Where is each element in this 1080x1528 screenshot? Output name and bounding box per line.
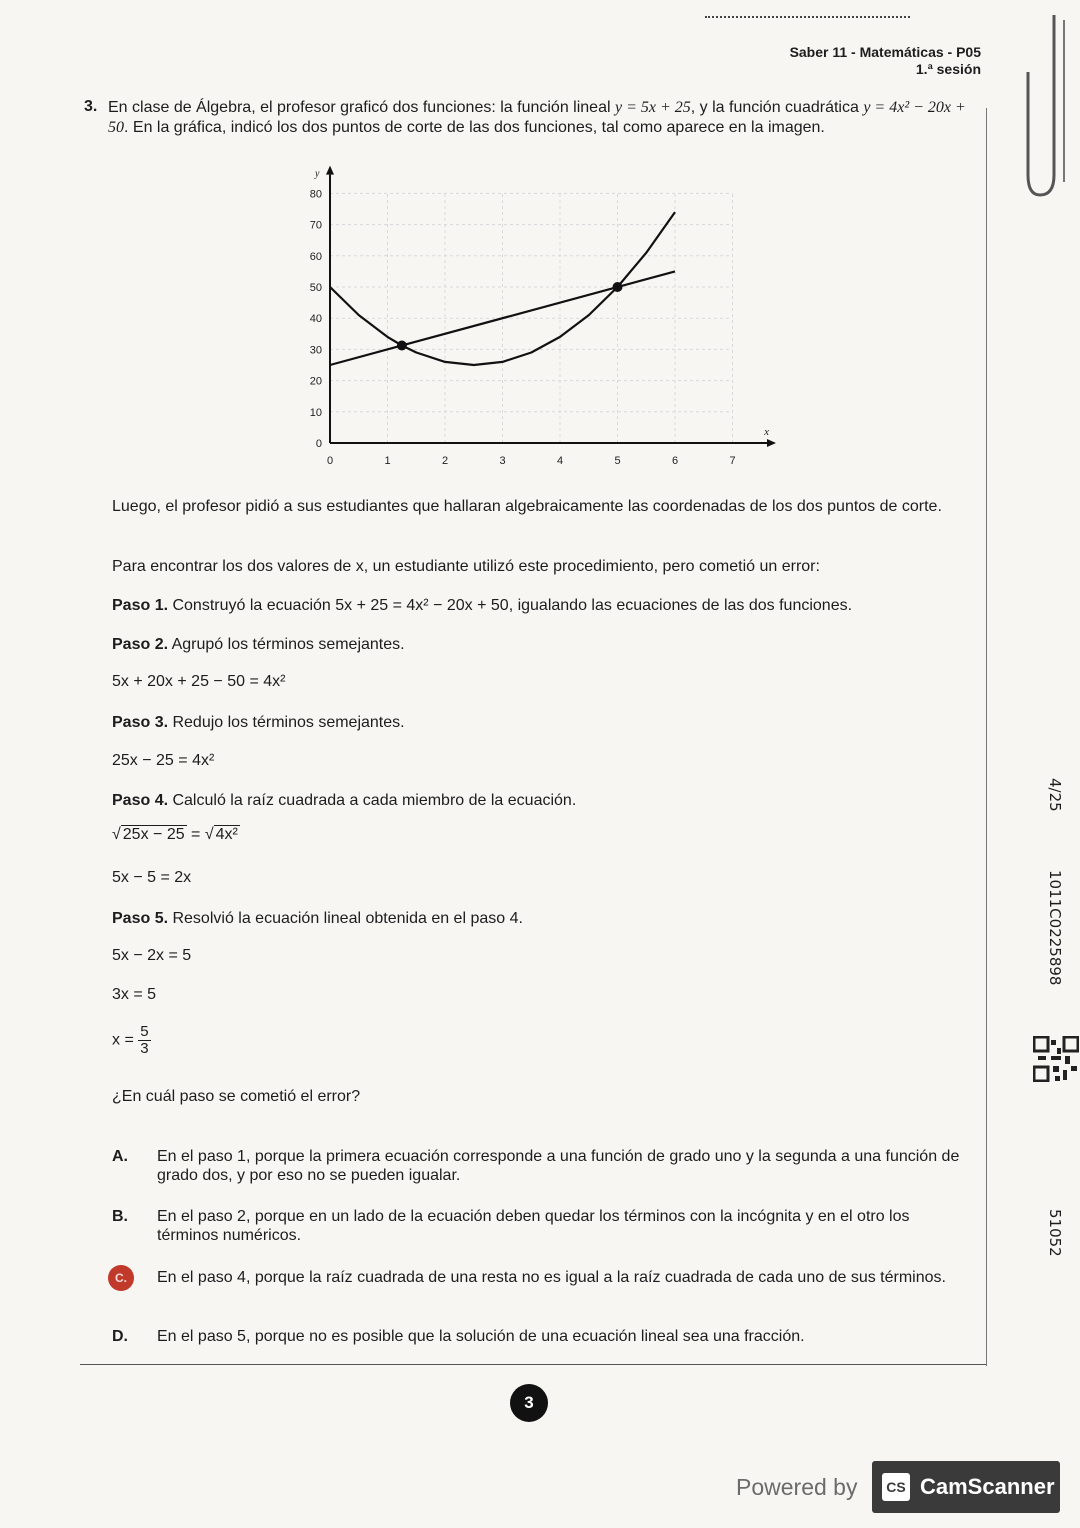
step-2-text: Agrupó los términos semejantes. bbox=[168, 636, 405, 653]
equation-step-4-result: 5x − 5 = 2x bbox=[112, 869, 192, 886]
quadratic-function: y = 4x² − 20x + 50 bbox=[108, 99, 966, 136]
side-number: 51052 bbox=[1046, 1209, 1064, 1257]
question-text bbox=[108, 98, 973, 138]
y-tick-label: 20 bbox=[309, 375, 322, 388]
paragraph-follow-up: Luego, el profesor pidió a sus estudiantes que hallaran algebraicamente las coordenadas de los dos puntos de corte. bbox=[112, 498, 942, 515]
side-page-indicator: 4/25 bbox=[1046, 778, 1064, 812]
series-line-quadratic bbox=[330, 212, 675, 365]
step-4-text: Calculó la raíz cuadrada a cada miembro de la ecuación. bbox=[168, 792, 577, 809]
y-tick-label: 10 bbox=[309, 406, 322, 419]
camscanner-name: CamScanner bbox=[920, 1474, 1055, 1499]
step-2 bbox=[112, 635, 974, 655]
option-c-marked-bubble[interactable]: C. bbox=[108, 1265, 134, 1291]
powered-by-text: Powered by bbox=[736, 1474, 858, 1500]
x-tick-label: 2 bbox=[441, 455, 449, 467]
x-tick-label: 6 bbox=[671, 455, 679, 467]
header-session: 1.ª sesión bbox=[915, 61, 981, 77]
equals-sign: = bbox=[186, 826, 205, 843]
y-tick-label: 50 bbox=[309, 282, 322, 294]
step-1-text: Construyó la ecuación 5x + 25 = 4x² − 20x + 50, igualando las ecuaciones de las dos funciones. bbox=[168, 597, 853, 614]
step-5-label: Paso 5. bbox=[112, 910, 169, 927]
question-number: 3. bbox=[84, 98, 98, 115]
radical-sign-icon: √ bbox=[112, 826, 121, 843]
step-4 bbox=[112, 791, 974, 811]
y-tick-label: 80 bbox=[309, 188, 322, 201]
equation-step-2: 5x + 20x + 25 − 50 = 4x² bbox=[112, 673, 286, 690]
option-d-text[interactable]: En el paso 5, porque no es posible que la solución de una ecuación lineal sea una fracción. bbox=[157, 1328, 805, 1345]
option-c-text[interactable]: En el paso 4, porque la raíz cuadrada de una resta no es igual a la raíz cuadrada de cada uno de sus términos. bbox=[157, 1269, 946, 1286]
page-header bbox=[790, 44, 981, 78]
radicand-left: 25x − 25 bbox=[122, 826, 185, 843]
fraction bbox=[138, 1024, 150, 1057]
page-number-badge: 3 bbox=[510, 1384, 548, 1422]
option-a-text[interactable]: En el paso 1, porque la primera ecuación corresponde a una función de grado uno y la segunda a una función de grado dos, y por eso no se pueden igualar. bbox=[157, 1148, 960, 1184]
question-text-b: , y la función cuadrática bbox=[690, 99, 864, 116]
step-1 bbox=[112, 596, 974, 616]
y-tick-label: 30 bbox=[309, 344, 322, 357]
x-axis-arrow-icon bbox=[767, 439, 776, 447]
x-equals: x = bbox=[112, 1031, 139, 1049]
step-5-text: Resolvió la ecuación lineal obtenida en el paso 4. bbox=[168, 910, 523, 927]
option-b-text[interactable]: En el paso 2, porque en un lado de la ecuación deben quedar los términos con la incógnita y en el otro los términos numéricos. bbox=[157, 1208, 910, 1244]
fraction-denominator: 3 bbox=[140, 1040, 149, 1057]
x-tick-label: 1 bbox=[384, 455, 391, 467]
option-d-letter[interactable]: D. bbox=[112, 1328, 128, 1345]
step-3-label: Paso 3. bbox=[112, 714, 169, 731]
x-tick-label: 3 bbox=[499, 455, 506, 467]
option-a-letter[interactable]: A. bbox=[112, 1148, 128, 1165]
function-graph bbox=[290, 155, 790, 475]
camscanner-brand bbox=[872, 1461, 1060, 1513]
step-1-label: Paso 1. bbox=[112, 597, 169, 614]
equation-step-5a: 5x − 2x = 5 bbox=[112, 947, 192, 964]
equation-step-4-roots bbox=[112, 826, 240, 844]
fraction-numerator: 5 bbox=[140, 1023, 149, 1040]
y-axis-label: y bbox=[315, 168, 320, 180]
header-title: Saber 11 - Matemáticas - P05 bbox=[789, 44, 981, 60]
paper-clip-graphic bbox=[1018, 10, 1074, 200]
top-code-fragment bbox=[705, 10, 910, 18]
x-axis-label: x bbox=[764, 426, 770, 438]
step-5 bbox=[112, 909, 974, 929]
side-booklet-code: 1011C0225898 bbox=[1046, 870, 1064, 986]
question-prompt: ¿En cuál paso se cometió el error? bbox=[112, 1088, 361, 1105]
y-tick-label: 0 bbox=[315, 438, 322, 450]
question-text-a: En clase de Álgebra, el profesor graficó dos funciones: la función lineal bbox=[108, 99, 615, 116]
x-tick-label: 4 bbox=[556, 455, 564, 467]
step-4-label: Paso 4. bbox=[112, 792, 169, 809]
step-3-text: Redujo los términos semejantes. bbox=[168, 714, 405, 731]
y-tick-label: 60 bbox=[309, 250, 322, 263]
qr-code-icon bbox=[1033, 1036, 1079, 1082]
radical-sign-icon: √ bbox=[204, 826, 214, 843]
y-tick-label: 40 bbox=[309, 313, 322, 326]
y-axis-arrow-icon bbox=[326, 166, 334, 175]
equation-step-5b: 3x = 5 bbox=[112, 986, 157, 1003]
camscanner-logo-icon: CS bbox=[882, 1473, 910, 1501]
right-margin-line bbox=[986, 108, 987, 1366]
radicand-right: 4x² bbox=[215, 826, 238, 843]
bottom-rule bbox=[80, 1364, 986, 1365]
x-tick-label: 5 bbox=[614, 455, 621, 467]
intersection-point bbox=[613, 282, 623, 292]
linear-function: y = 5x + 25 bbox=[614, 99, 691, 116]
step-3 bbox=[112, 713, 974, 733]
question-text-c: . En la gráfica, indicó los dos puntos de corte de las dos funciones, tal como aparece en la imagen. bbox=[124, 119, 825, 136]
sqrt-right bbox=[205, 826, 240, 844]
x-tick-label: 7 bbox=[729, 455, 736, 467]
intersection-point bbox=[397, 341, 407, 351]
equation-step-3: 25x − 25 = 4x² bbox=[112, 752, 215, 769]
y-tick-label: 70 bbox=[309, 219, 322, 232]
step-2-label: Paso 2. bbox=[112, 636, 169, 653]
x-tick-label: 0 bbox=[326, 455, 334, 467]
sqrt-left bbox=[112, 826, 187, 844]
option-b-letter[interactable]: B. bbox=[112, 1208, 128, 1225]
equation-step-5c bbox=[112, 1024, 151, 1057]
paragraph-procedure: Para encontrar los dos valores de x, un estudiante utilizó este procedimiento, pero cometió un error: bbox=[112, 558, 820, 575]
